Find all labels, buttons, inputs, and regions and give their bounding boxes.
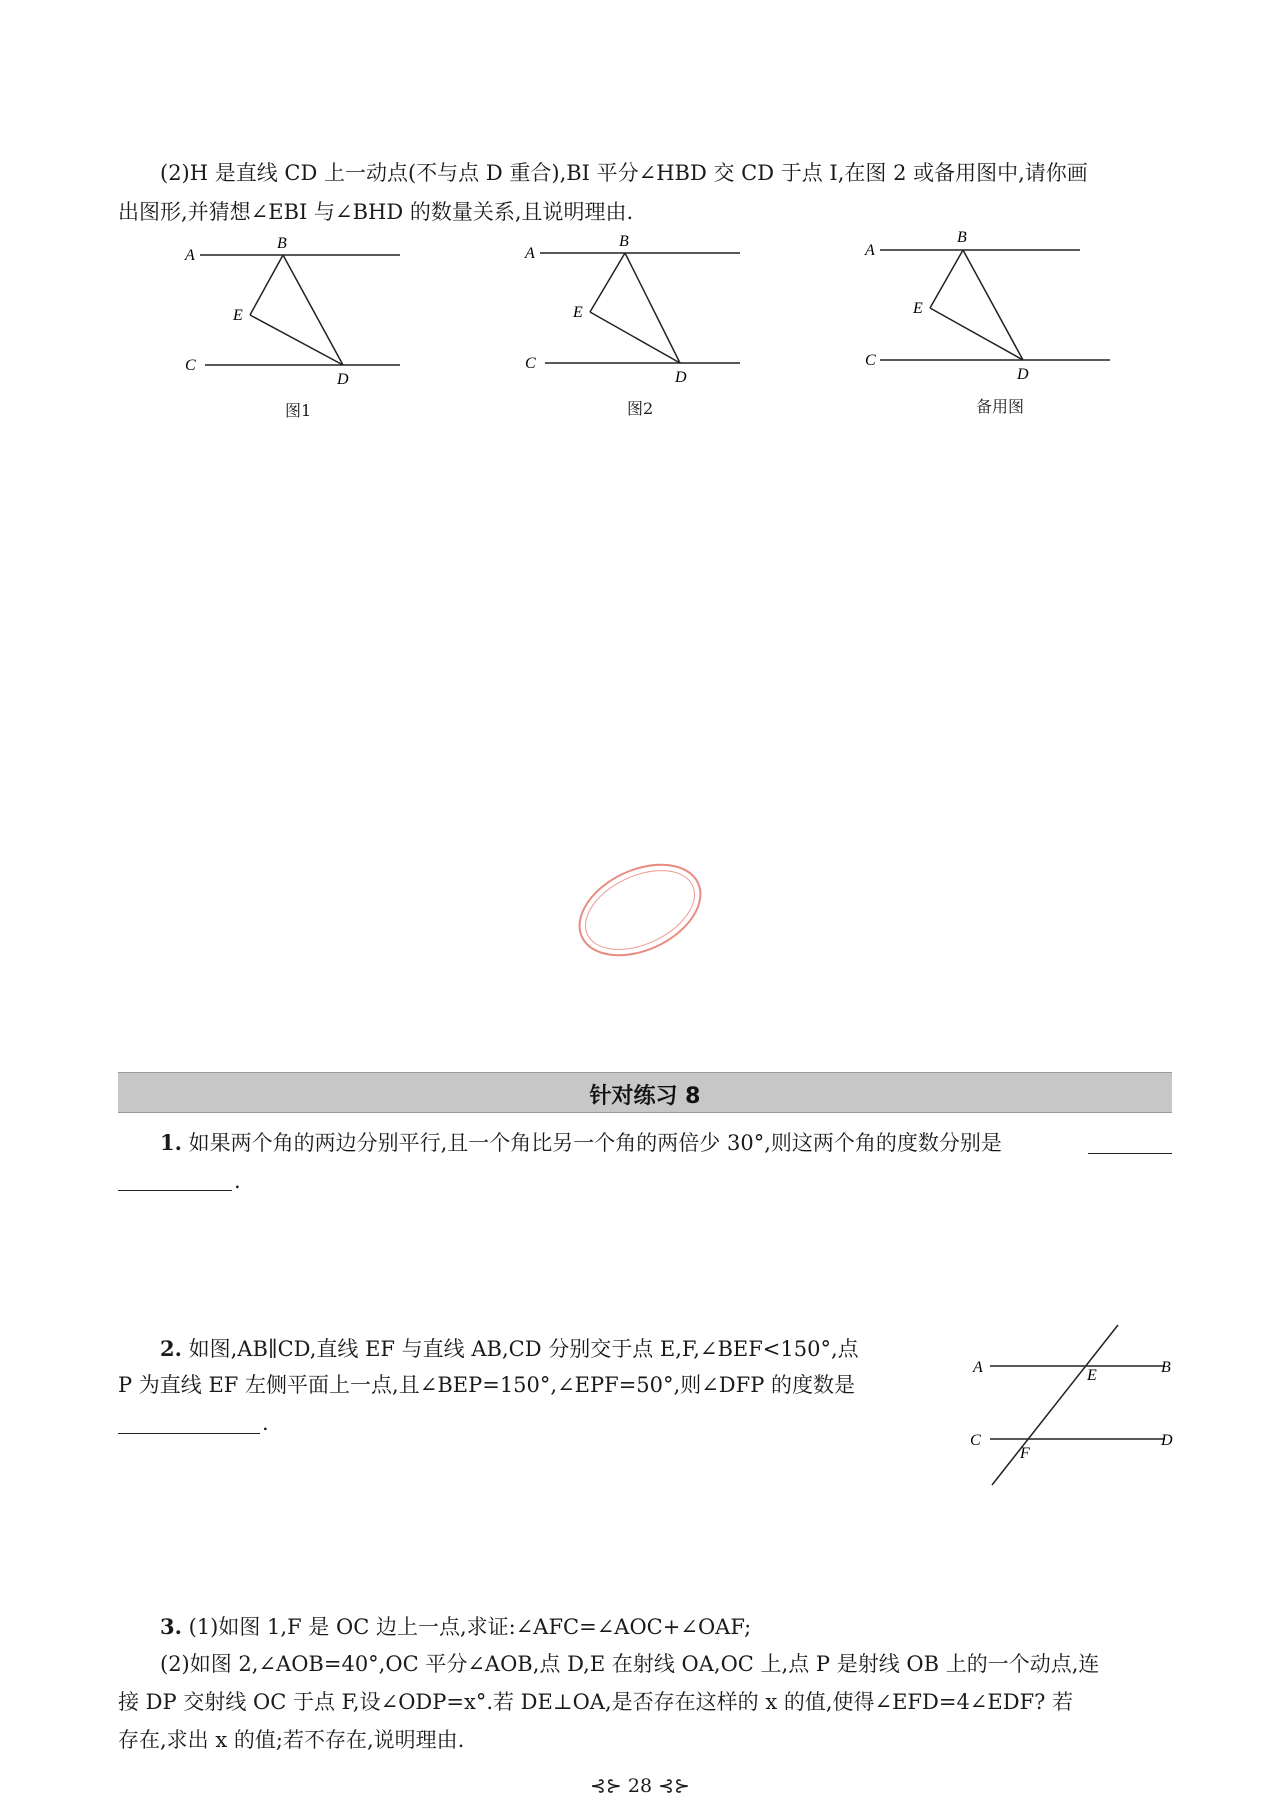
part2-line2: 出图形,并猜想∠EBI 与∠BHD 的数量关系,且说明理由.: [118, 200, 634, 224]
fig1-label-b: B: [277, 235, 287, 252]
q2-label-b: B: [1161, 1359, 1171, 1376]
figure-backup: [855, 224, 1115, 384]
q2-label-e: E: [1087, 1367, 1097, 1384]
page-number-value: 28: [627, 1775, 653, 1797]
page-number: [0, 1775, 1280, 1797]
fig3-label-c: C: [865, 352, 876, 369]
watermark-stamp: [570, 840, 710, 980]
question-3-line4: 存在,求出 x 的值;若不存在,说明理由.: [118, 1728, 465, 1752]
fig2-label-d: D: [675, 369, 687, 386]
fig3-label-e: E: [913, 300, 923, 317]
fig1-label-e: E: [233, 307, 243, 324]
question-3-line1: [160, 1608, 751, 1646]
figure-2: [515, 226, 755, 386]
question-3-line2: (2)如图 2,∠AOB=40°,OC 平分∠AOB,点 D,E 在射线 OA,OC 上,点 P 是射线 OB 上的一个动点,连: [160, 1652, 1100, 1676]
q1-answer-blank-1: [1088, 1131, 1172, 1154]
q3-text-line1: (1)如图 1,F 是 OC 边上一点,求证:∠AFC=∠AOC+∠OAF;: [188, 1615, 752, 1639]
q2-answer-blank: [118, 1411, 260, 1434]
q3-number: 3.: [160, 1614, 182, 1639]
fig3-label-b: B: [957, 229, 967, 246]
q2-end: .: [262, 1411, 269, 1435]
fig1-label-d: D: [337, 371, 349, 388]
figure-backup-caption: 备用图: [976, 397, 1025, 416]
fig1-label-a: A: [185, 247, 195, 264]
page-number-ornament-left: ⊰⊱: [590, 1775, 628, 1797]
q2-number: 2.: [160, 1336, 182, 1361]
part2-line1: (2)H 是直线 CD 上一动点(不与点 D 重合),BI 平分∠HBD 交 CD 于点 I,在图 2 或备用图中,请你画: [160, 161, 1088, 185]
section-title: 针对练习 8: [589, 1084, 701, 1109]
figure-1-caption: 图1: [285, 401, 312, 420]
figure-2-caption: 图2: [627, 399, 654, 418]
q2-label-f: F: [1020, 1445, 1030, 1462]
q2-text-line1: 如图,AB∥CD,直线 EF 与直线 AB,CD 分别交于点 E,F,∠BEF<150°,点: [188, 1337, 859, 1361]
fig2-label-b: B: [619, 233, 629, 250]
q2-label-a: A: [973, 1359, 983, 1376]
fig2-label-e: E: [573, 304, 583, 321]
q2-figure: [960, 1320, 1180, 1490]
question-3-line3: 接 DP 交射线 OC 于点 F,设∠ODP=x°.若 DE⊥OA,是否存在这样的 x 的值,使得∠EFD=4∠EDF? 若: [118, 1690, 1074, 1714]
question-2-line2: P 为直线 EF 左侧平面上一点,且∠BEP=150°,∠EPF=50°,则∠DFP 的度数是: [118, 1373, 855, 1397]
section-banner: [118, 1072, 1172, 1113]
q2-label-c: C: [970, 1432, 981, 1449]
fig3-label-d: D: [1017, 366, 1029, 383]
q1-text: 如果两个角的两边分别平行,且一个角比另一个角的两倍少 30°,则这两个角的度数分别是: [188, 1131, 1002, 1155]
q1-answer-blank-2: [118, 1168, 232, 1191]
question-2-line1: [160, 1330, 859, 1368]
fig2-label-a: A: [525, 245, 535, 262]
q1-number: 1.: [160, 1130, 182, 1155]
question-1: [160, 1124, 1002, 1162]
q1-end: .: [234, 1169, 241, 1193]
fig3-label-a: A: [865, 242, 875, 259]
fig2-label-c: C: [525, 355, 536, 372]
q2-label-d: D: [1161, 1432, 1173, 1449]
figure-1: [175, 228, 415, 388]
fig1-label-c: C: [185, 357, 196, 374]
page-number-ornament-right: ⊰⊱: [652, 1775, 690, 1797]
